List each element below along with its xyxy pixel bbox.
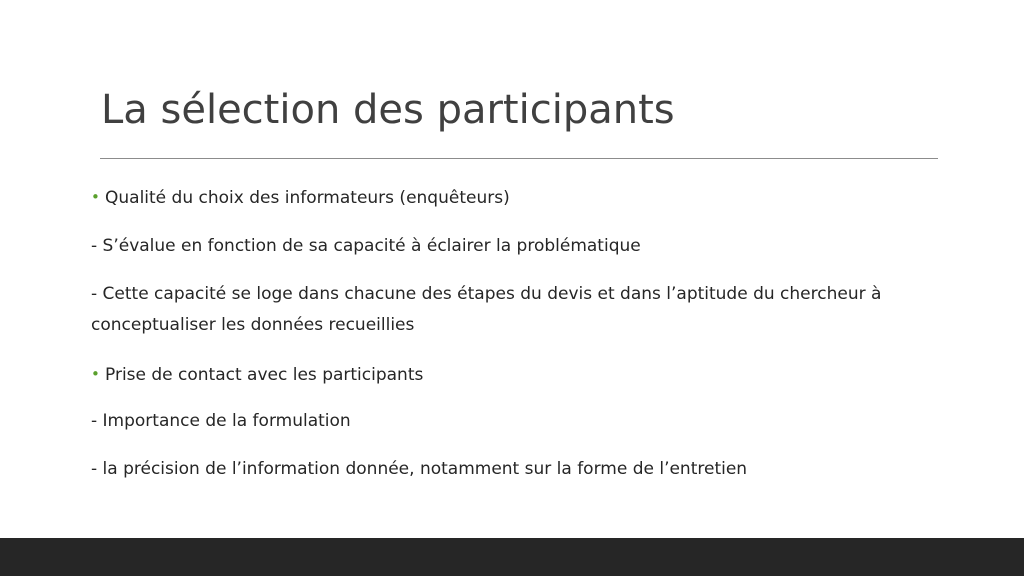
dash-item	[91, 406, 951, 437]
dash-text: - Cette capacité se loge dans chacune des étapes du devis et dans l’aptitude du chercheur à conceptualiser les données recueillies	[91, 284, 882, 335]
footer-band	[0, 538, 1024, 576]
dash-text: - la précision de l’information donnée, notamment sur la forme de l’entretien	[91, 459, 748, 479]
bullet-dot-icon: •	[91, 188, 100, 206]
slide-title: La sélection des participants	[101, 87, 675, 133]
dash-text: - S’évalue en fonction de sa capacité à éclairer la problématique	[91, 236, 641, 256]
dash-item	[91, 279, 951, 341]
title-divider	[100, 158, 938, 159]
bullet-item	[91, 182, 951, 214]
bullet-text: Prise de contact avec les participants	[105, 365, 424, 385]
bullet-text: Qualité du choix des informateurs (enquêteurs)	[105, 188, 510, 208]
dash-item	[91, 231, 951, 262]
bullet-dot-icon: •	[91, 365, 100, 383]
dash-item	[91, 454, 951, 485]
bullet-item	[91, 359, 951, 391]
dash-text: - Importance de la formulation	[91, 411, 351, 431]
